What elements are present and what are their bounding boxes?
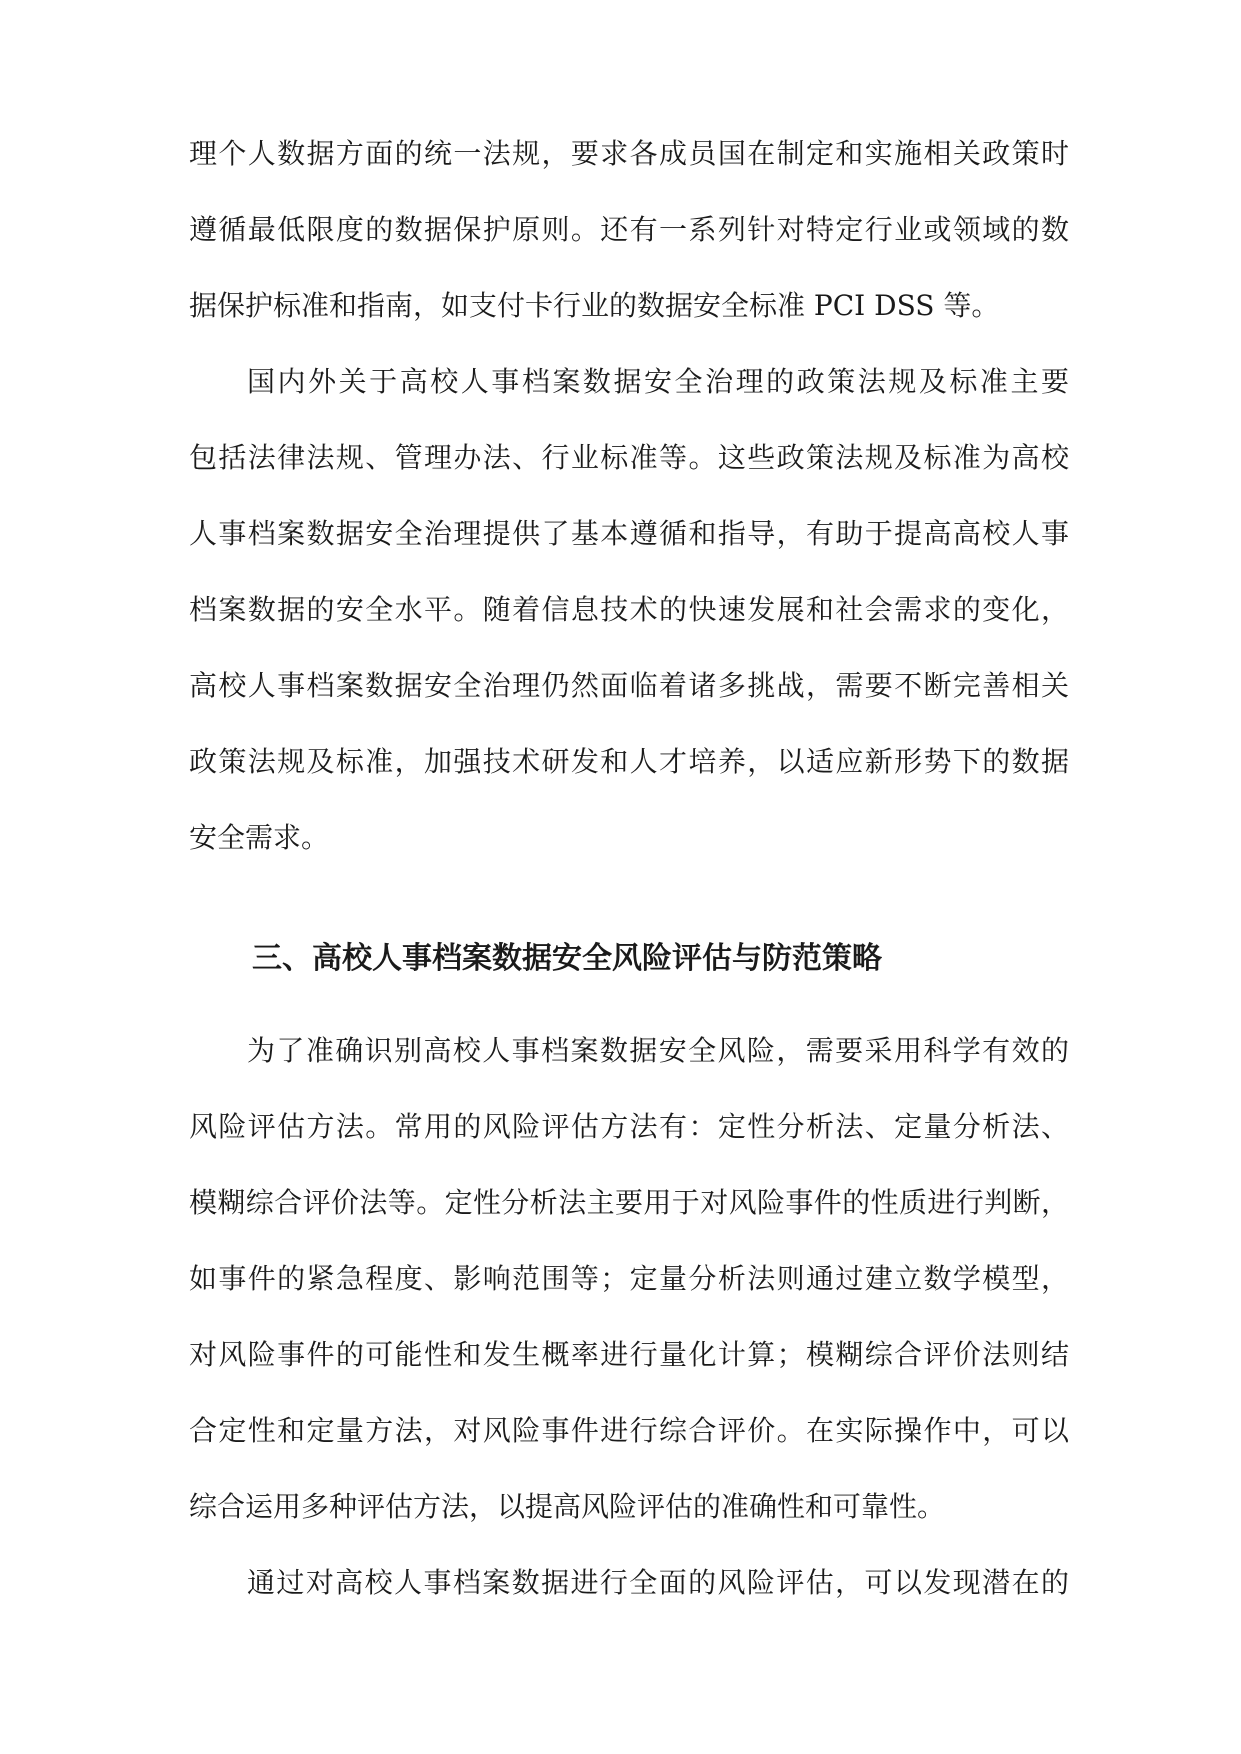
paragraph-line: 对风险事件的可能性和发生概率进行量化计算；模糊综合评价法则结 xyxy=(189,1338,1069,1371)
section-heading: 三、高校人事档案数据安全风险评估与防范策略 xyxy=(252,941,882,976)
paragraph-line: 政策法规及标准，加强技术研发和人才培养，以适应新形势下的数据 xyxy=(189,745,1069,778)
paragraph-line: 模糊综合评价法等。定性分析法主要用于对风险事件的性质进行判断， xyxy=(189,1186,1069,1219)
paragraph-line: 安全需求。 xyxy=(189,821,330,854)
paragraph-line: 档案数据的安全水平。随着信息技术的快速发展和社会需求的变化， xyxy=(189,593,1069,626)
paragraph-line: 高校人事档案数据安全治理仍然面临着诸多挑战，需要不断完善相关 xyxy=(189,669,1069,702)
paragraph-line: 通过对高校人事档案数据进行全面的风险评估，可以发现潜在的 xyxy=(247,1566,1069,1599)
paragraph-line: 遵循最低限度的数据保护原则。还有一系列针对特定行业或领域的数 xyxy=(189,213,1069,246)
paragraph-line: 如事件的紧急程度、影响范围等；定量分析法则通过建立数学模型， xyxy=(189,1262,1069,1295)
paragraph-line: 国内外关于高校人事档案数据安全治理的政策法规及标准主要 xyxy=(247,365,1069,398)
paragraph-line: 人事档案数据安全治理提供了基本遵循和指导，有助于提高高校人事 xyxy=(189,517,1069,550)
paragraph-line: 理个人数据方面的统一法规，要求各成员国在制定和实施相关政策时 xyxy=(189,137,1069,170)
paragraph-line: 风险评估方法。常用的风险评估方法有：定性分析法、定量分析法、 xyxy=(189,1110,1069,1143)
paragraph-line: 合定性和定量方法，对风险事件进行综合评价。在实际操作中，可以 xyxy=(189,1414,1069,1447)
paragraph-line: 据保护标准和指南，如支付卡行业的数据安全标准 PCI DSS 等。 xyxy=(189,289,1000,322)
paragraph-line: 为了准确识别高校人事档案数据安全风险，需要采用科学有效的 xyxy=(247,1034,1069,1067)
paragraph-line: 综合运用多种评估方法，以提高风险评估的准确性和可靠性。 xyxy=(189,1490,946,1523)
paragraph-line: 包括法律法规、管理办法、行业标准等。这些政策法规及标准为高校 xyxy=(189,441,1069,474)
